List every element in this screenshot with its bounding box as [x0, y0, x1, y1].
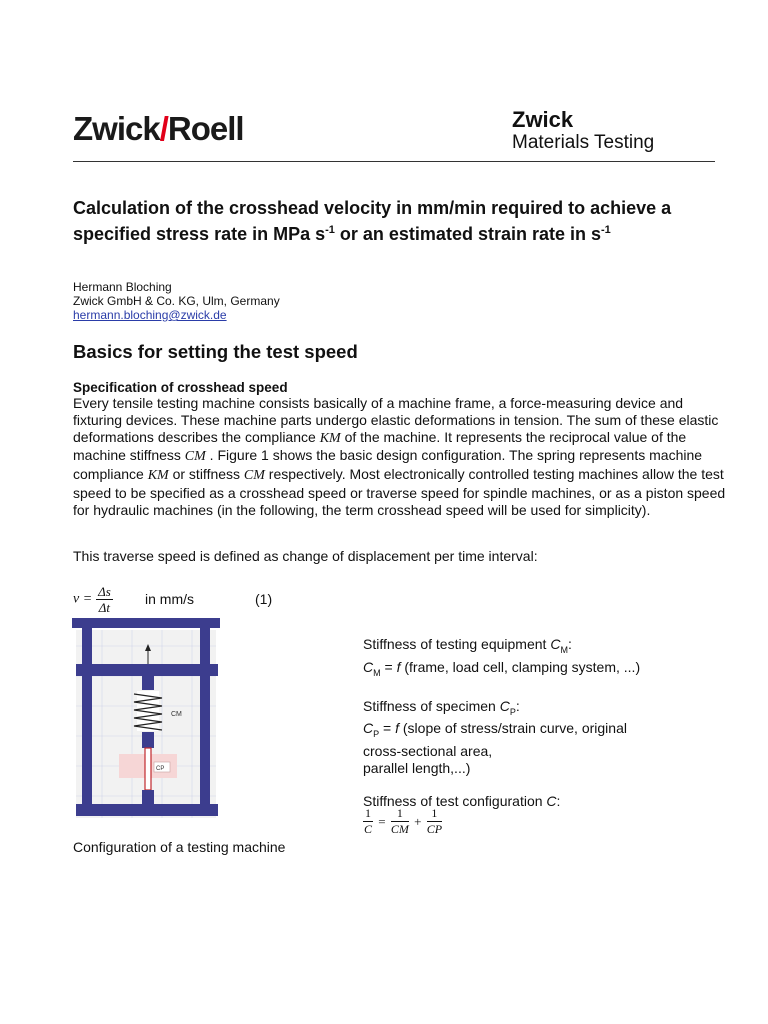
symbol-km: KM — [319, 430, 341, 446]
denominator: CP — [426, 822, 443, 836]
equation-fraction — [96, 584, 113, 615]
text: = — [379, 720, 396, 737]
equation-denominator: Δt — [98, 600, 111, 615]
zwick-roell-logo — [73, 112, 244, 145]
text: : — [556, 793, 561, 810]
stiffness-definitions — [363, 636, 723, 826]
subscript: P — [509, 706, 516, 717]
left-column — [82, 628, 92, 814]
numerator: 1 — [391, 806, 409, 822]
equation-unit: in mm/s — [145, 591, 194, 607]
title-sup2: -1 — [601, 224, 611, 236]
label-cp: CP — [156, 766, 165, 772]
text: Stiffness of specimen — [363, 697, 500, 714]
moving-crosshead — [76, 664, 218, 676]
specimen — [145, 748, 151, 790]
brand-title: Zwick — [512, 107, 574, 132]
text: Stiffness of testing equipment — [363, 636, 551, 652]
equipment-stiffness — [363, 636, 723, 682]
header-divider — [73, 161, 715, 162]
logo-slash: / — [159, 110, 168, 147]
symbol: f — [395, 720, 399, 737]
brand-subtitle: Materials Testing — [512, 132, 655, 153]
subscript: M — [373, 667, 381, 678]
symbol-km: KM — [147, 468, 169, 484]
symbol: C — [363, 720, 374, 737]
body-text: Every tensile testing machine consists basically of a machine frame, a force-measuring device and fixturing devices. These machine parts undergo elastic deformations in tension. The sum of these elastic deformations describes the compliance — [73, 395, 719, 445]
title-part1: Calculation of the crosshead velocity in mm/min required to achieve a specified stress rate in MPa s — [73, 198, 672, 244]
equation-number: (1) — [255, 591, 273, 607]
symbol: C — [546, 793, 557, 810]
body-paragraph-2: This traverse speed is defined as change of displacement per time interval: — [73, 548, 538, 564]
document-title — [73, 197, 713, 245]
fraction-1-over-cp — [427, 806, 442, 837]
top-crossbar — [72, 618, 220, 628]
title-part2: or an estimated strain rate in s — [334, 224, 601, 244]
text: : — [515, 697, 520, 714]
numerator: 1 — [427, 806, 442, 822]
text: : — [567, 636, 572, 652]
machine-base — [76, 804, 218, 816]
body-text: of the machine. It represents the reciprocal value of the machine stiffness — [73, 428, 687, 464]
text: Stiffness of test configuration — [363, 793, 547, 810]
equals-sign: = — [378, 813, 386, 829]
body-text: or stiffness — [168, 466, 244, 483]
symbol: C — [499, 697, 510, 714]
specimen-stiffness — [363, 698, 723, 778]
symbol-cm: CM — [243, 468, 265, 484]
equation-lhs: v = — [73, 591, 93, 607]
author-block — [73, 280, 280, 322]
symbol-cm: CM — [184, 449, 206, 465]
load-cell — [142, 676, 154, 690]
logo-left-text: Zwick — [73, 110, 160, 147]
lower-grip — [142, 790, 154, 806]
figure-caption: Configuration of a testing machine — [73, 839, 286, 855]
plus-sign: + — [414, 813, 422, 829]
label-cm: CM — [171, 711, 182, 718]
symbol: C — [363, 658, 374, 675]
text: parallel length,...) — [363, 760, 471, 777]
text: = — [380, 658, 397, 675]
symbol: C — [550, 636, 561, 652]
body-text: respectively. Most electronically controlled testing machines allow the test speed to be specified as a crosshead speed or traverse speed for spindle machines, or as a piston speed for hydraulic machines (in the following, the term crosshead speed will be used for simplicity). — [73, 466, 726, 518]
author-affiliation: Zwick GmbH & Co. KG, Ulm, Germany — [73, 294, 280, 308]
body-paragraph-1 — [73, 395, 733, 519]
body-text: . Figure 1 shows the basic design configuration. The spring represents machine compliance — [73, 447, 703, 483]
equation-velocity — [73, 584, 113, 615]
fraction-1-over-c — [363, 806, 373, 837]
right-column — [200, 628, 210, 814]
title-sup1: -1 — [325, 224, 335, 236]
fraction-1-over-cm — [391, 806, 409, 837]
text: (slope of stress/strain curve, original — [399, 720, 627, 737]
numerator: 1 — [365, 806, 371, 820]
denominator: C — [363, 822, 372, 836]
upper-grip — [142, 732, 154, 748]
section-title: Basics for setting the test speed — [73, 341, 358, 362]
equation-numerator: Δs — [98, 584, 111, 599]
author-name: Hermann Bloching — [73, 280, 172, 294]
symbol: f — [396, 658, 401, 675]
subscript: P — [373, 729, 380, 740]
text: (frame, load cell, clamping system, ...) — [400, 658, 641, 675]
logo-right-text: Roell — [167, 110, 244, 147]
denominator: CM — [390, 822, 409, 836]
text: cross-sectional area, — [363, 743, 493, 760]
equation-stiffness — [363, 806, 442, 837]
author-email-link[interactable]: hermann.bloching@zwick.de — [73, 308, 227, 322]
testing-machine-diagram — [72, 616, 222, 826]
subsection-title: Specification of crosshead speed — [73, 380, 288, 395]
subscript: M — [560, 644, 568, 655]
